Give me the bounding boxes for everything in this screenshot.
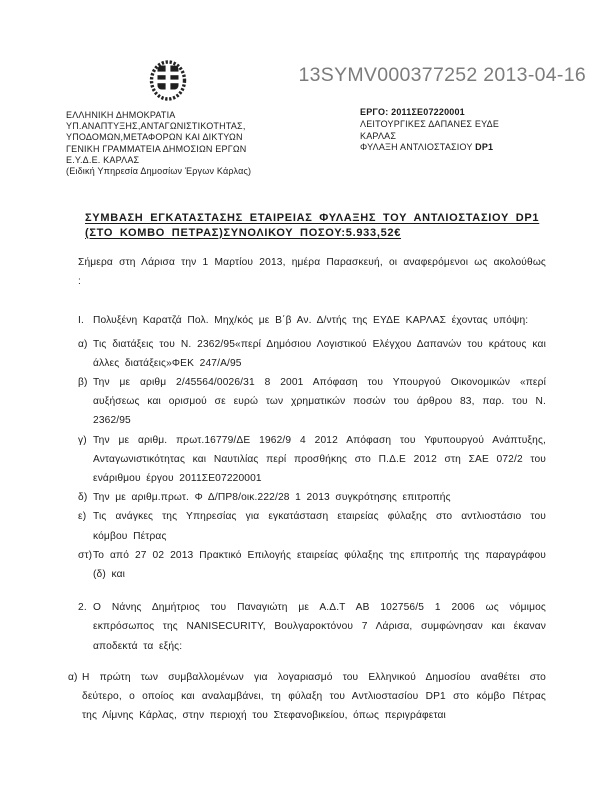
clause-a-text: Η πρώτη των συμβαλλομένων για λογαριασμό του Ελληνικού Δημοσίου αναθέτει στο δεύτερο, ο οποίος και αναλαμβάνει, τη φύλαξη του Αντλιοστασίου DP1 στο κόμβο Πέτρας της Λίμνης Κάρλας, στην περιοχή του Στεφανοβικείου, όπως περιγράφεται [82,671,546,722]
contract-title [85,211,555,240]
consideration-item-c [78,431,546,489]
greek-coat-of-arms-icon [148,59,188,103]
party-1-marker: Ι. [78,315,84,327]
party-1-item [78,311,546,330]
protocol-stamp: 13SYMV000377252 2013-04-16 [298,64,586,86]
project-code: ΕΡΓΟ: 2011ΣΕ07220001 [360,107,465,117]
agency-line-service: (Ειδική Υπηρεσία Δημοσίων Έργων Κάρλας) [66,166,252,177]
project-desc-prefix: ΦΥΛΑΞΗ ΑΝΤΛΙΟΣΤΑΣΙΟΥ [360,142,476,153]
party-2-marker: 2. [78,602,87,614]
consideration-item-a [78,335,546,373]
contract-title-line2: (ΣΤΟ ΚΟΜΒΟ ΠΕΤΡΑΣ)ΣΥΝΟΛΙΚΟΥ ΠΟΣΟΥ:5.933,52€ [85,226,402,239]
contract-body [68,253,546,725]
clause-a-paragraph [68,668,546,726]
consideration-st-text: Το από 27 02 2013 Πρακτικό Επιλογής εταιρείας φύλαξης της επιτροπής της παραγράφου (δ) και [93,549,546,581]
contract-title-line1: ΣΥΜΒΑΣΗ ΕΓΚΑΤΑΣΤΑΣΗΣ ΕΤΑΙΡΕΙΑΣ ΦΥΛΑΞΗΣ ΤΟΥ ΑΝΤΛΙΟΣΤΑΣΙΟΥ DP1 [85,212,540,224]
consideration-c-marker: γ) [78,434,87,446]
consideration-item-e [78,507,546,545]
agency-block [66,110,251,177]
party-1-text: Πολυξένη Καρατζά Πολ. Μηχ/κός με Β΄β Αν. Δ/ντής της ΕΥΔΕ ΚΑΡΛΑΣ έχοντας υπόψη: [93,315,529,327]
consideration-item-b [78,373,546,431]
clause-a-marker: α) [68,671,78,683]
consideration-d-text: Την με αριθμ.πρωτ. Φ Δ/ΠΡ8/οικ.222/28 1 2013 συγκρότησης επιτροπής [93,492,451,504]
agency-line-republic: ΕΛΛΗΝΙΚΗ ΔΗΜΟΚΡΑΤΙΑ [66,110,176,120]
project-station-code: DP1 [475,142,494,153]
consideration-e-text: Τις ανάγκες της Υπηρεσίας για εγκατάσταση εταιρείας φύλαξης στο αντλιοστάσιο του κόμβου Πέτρας [93,511,546,542]
consideration-st-marker: στ) [78,549,93,561]
agency-line-eyde: Ε.Υ.Δ.Ε. ΚΑΡΛΑΣ [66,154,140,165]
party-2-item [78,598,546,656]
project-desc-line2: ΚΑΡΛΑΣ [360,130,397,141]
consideration-c-text: Την με αριθμ. πρωτ.16779/ΔΕ 1962/9 4 2012 Απόφαση του Υφυπουργού Ανάπτυξης, Ανταγωνιστικότητας και Ναυτιλίας περί προσθήκης στο Π.Δ.Ε 2012 στη ΣΑΕ 072/2 του ενάριθμου έργου 2011ΣΕ07220001 [93,434,546,485]
consideration-d-marker: δ) [78,492,88,504]
agency-line-secretariat: ΓΕΝΙΚΗ ΓΡΑΜΜΑΤΕΙΑ ΔΗΜΟΣΙΩΝ ΕΡΓΩΝ [66,143,247,154]
consideration-b-marker: β) [78,377,88,389]
agency-line-ministry2: ΥΠΟΔΟΜΩΝ,ΜΕΤΑΦΟΡΩΝ ΚΑΙ ΔΙΚΤΥΩΝ [66,132,243,143]
project-block [360,107,499,154]
consideration-a-marker: α) [78,338,88,350]
party-2-text: Ο Νάνης Δημήτριος του Παναγιώτη με Α.Δ.Τ ΑΒ 102756/5 1 2006 ως νόμιμος εκπρόσωπος της NANISECURITY, Βουλγαροκτόνου 7 Λάρισα, συμφώνησαν και έκαναν αποδεκτά τα εξής: [93,602,546,652]
intro-paragraph: Σήμερα στη Λάρισα την 1 Μαρτίου 2013, ημέρα Παρασκευή, οι αναφερόμενοι ως ακολούθως : [78,257,546,288]
consideration-e-marker: ε) [78,511,87,523]
consideration-item-st [78,546,546,584]
project-desc-line3 [360,142,499,154]
consideration-item-d [78,488,546,507]
consideration-a-text: Τις διατάξεις του Ν. 2362/95«περί Δημόσιου Λογιστικού Ελέγχου Δαπανών του κράτους και άλλες διατάξεις»ΦΕΚ 247/Α/95 [93,338,546,369]
consideration-b-text: Την με αριθμ 2/45564/0026/31 8 2001 Απόφαση του Υπουργού Οικονομικών «περί αυξήσεως και ορισμού σε ευρώ των χρηματικών ποσών του άρθρου 83, παρ. του Ν. 2362/95 [93,377,546,427]
project-desc-line1: ΛΕΙΤΟΥΡΓΙΚΕΣ ΔΑΠΑΝΕΣ ΕΥΔΕ [360,118,500,129]
agency-line-ministry: ΥΠ.ΑΝΑΠΤΥΞΗΣ,ΑΝΤΑΓΩΝΙΣΤΙΚΟΤΗΤΑΣ, [66,121,246,132]
